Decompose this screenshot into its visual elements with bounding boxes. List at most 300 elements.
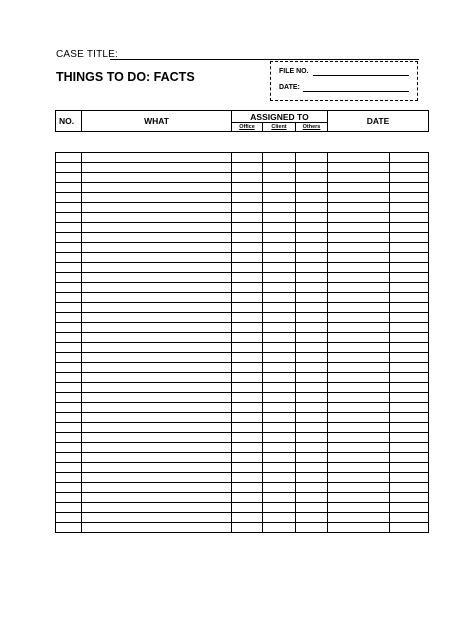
cell-no[interactable] — [56, 463, 82, 473]
cell-client[interactable] — [263, 193, 296, 203]
cell-no[interactable] — [56, 213, 82, 223]
cell-no[interactable] — [56, 283, 82, 293]
cell-no[interactable] — [56, 263, 82, 273]
cell-date[interactable] — [328, 213, 390, 223]
sub-header-client: Client — [263, 123, 296, 132]
table-row — [56, 173, 429, 183]
cell-no[interactable] — [56, 523, 82, 533]
cell-extra[interactable] — [390, 343, 429, 353]
cell-office[interactable] — [232, 483, 263, 493]
table-row — [56, 203, 429, 213]
cell-client[interactable] — [263, 213, 296, 223]
cell-what[interactable] — [82, 393, 232, 403]
cell-no[interactable] — [56, 413, 82, 423]
cell-others[interactable] — [296, 203, 328, 213]
cell-what[interactable] — [82, 473, 232, 483]
table-row — [56, 493, 429, 503]
cell-others[interactable] — [296, 333, 328, 343]
cell-no[interactable] — [56, 303, 82, 313]
cell-extra[interactable] — [390, 243, 429, 253]
cell-date[interactable] — [328, 193, 390, 203]
cell-extra[interactable] — [390, 333, 429, 343]
cell-office[interactable] — [232, 493, 263, 503]
cell-extra[interactable] — [390, 183, 429, 193]
cell-no[interactable] — [56, 173, 82, 183]
cell-client[interactable] — [263, 433, 296, 443]
cell-client[interactable] — [263, 403, 296, 413]
cell-others[interactable] — [296, 273, 328, 283]
cell-client[interactable] — [263, 233, 296, 243]
cell-extra[interactable] — [390, 323, 429, 333]
cell-office[interactable] — [232, 333, 263, 343]
cell-others[interactable] — [296, 173, 328, 183]
cell-office[interactable] — [232, 203, 263, 213]
cell-client[interactable] — [263, 473, 296, 483]
cell-extra[interactable] — [390, 293, 429, 303]
cell-others[interactable] — [296, 433, 328, 443]
cell-others[interactable] — [296, 233, 328, 243]
cell-no[interactable] — [56, 513, 82, 523]
cell-office[interactable] — [232, 463, 263, 473]
cell-client[interactable] — [263, 313, 296, 323]
cell-date[interactable] — [328, 263, 390, 273]
cell-office[interactable] — [232, 213, 263, 223]
cell-what[interactable] — [82, 523, 232, 533]
cell-client[interactable] — [263, 443, 296, 453]
cell-office[interactable] — [232, 453, 263, 463]
cell-office[interactable] — [232, 423, 263, 433]
cell-client[interactable] — [263, 283, 296, 293]
cell-date[interactable] — [328, 393, 390, 403]
cell-client[interactable] — [263, 173, 296, 183]
cell-no[interactable] — [56, 493, 82, 503]
cell-what[interactable] — [82, 303, 232, 313]
cell-no[interactable] — [56, 323, 82, 333]
cell-extra[interactable] — [390, 263, 429, 273]
cell-no[interactable] — [56, 343, 82, 353]
cell-date[interactable] — [328, 203, 390, 213]
cell-no[interactable] — [56, 153, 82, 163]
cell-extra[interactable] — [390, 423, 429, 433]
cell-what[interactable] — [82, 343, 232, 353]
cell-what[interactable] — [82, 253, 232, 263]
cell-date[interactable] — [328, 233, 390, 243]
cell-what[interactable] — [82, 413, 232, 423]
cell-date[interactable] — [328, 313, 390, 323]
cell-extra[interactable] — [390, 163, 429, 173]
cell-what[interactable] — [82, 193, 232, 203]
cell-office[interactable] — [232, 373, 263, 383]
cell-what[interactable] — [82, 403, 232, 413]
cell-others[interactable] — [296, 443, 328, 453]
cell-what[interactable] — [82, 243, 232, 253]
cell-others[interactable] — [296, 383, 328, 393]
column-header-assigned-to: ASSIGNED TO — [232, 111, 328, 123]
cell-date[interactable] — [328, 283, 390, 293]
cell-office[interactable] — [232, 313, 263, 323]
file-no-label: FILE NO. — [279, 68, 309, 75]
cell-extra[interactable] — [390, 483, 429, 493]
cell-extra[interactable] — [390, 523, 429, 533]
cell-no[interactable] — [56, 163, 82, 173]
cell-others[interactable] — [296, 223, 328, 233]
table-row — [56, 353, 429, 363]
table-row — [56, 503, 429, 513]
cell-client[interactable] — [263, 163, 296, 173]
cell-client[interactable] — [263, 263, 296, 273]
table-row — [56, 153, 429, 163]
cell-extra[interactable] — [390, 363, 429, 373]
cell-what[interactable] — [82, 213, 232, 223]
cell-office[interactable] — [232, 343, 263, 353]
cell-date[interactable] — [328, 363, 390, 373]
cell-no[interactable] — [56, 473, 82, 483]
sub-header-others: Others — [296, 123, 328, 132]
cell-what[interactable] — [82, 273, 232, 283]
cell-no[interactable] — [56, 373, 82, 383]
cell-client[interactable] — [263, 463, 296, 473]
cell-extra[interactable] — [390, 223, 429, 233]
cell-date[interactable] — [328, 183, 390, 193]
cell-office[interactable] — [232, 443, 263, 453]
sub-header-office: Office — [232, 123, 263, 132]
cell-client[interactable] — [263, 363, 296, 373]
cell-office[interactable] — [232, 413, 263, 423]
cell-date[interactable] — [328, 443, 390, 453]
cell-what[interactable] — [82, 293, 232, 303]
cell-what[interactable] — [82, 283, 232, 293]
cell-office[interactable] — [232, 503, 263, 513]
cell-others[interactable] — [296, 393, 328, 403]
cell-client[interactable] — [263, 483, 296, 493]
cell-no[interactable] — [56, 423, 82, 433]
cell-others[interactable] — [296, 253, 328, 263]
cell-office[interactable] — [232, 283, 263, 293]
cell-no[interactable] — [56, 293, 82, 303]
cell-extra[interactable] — [390, 503, 429, 513]
cell-client[interactable] — [263, 413, 296, 423]
cell-date[interactable] — [328, 293, 390, 303]
cell-no[interactable] — [56, 203, 82, 213]
cell-others[interactable] — [296, 293, 328, 303]
cell-client[interactable] — [263, 253, 296, 263]
cell-extra[interactable] — [390, 493, 429, 503]
cell-no[interactable] — [56, 253, 82, 263]
date-line — [303, 91, 409, 92]
cell-date[interactable] — [328, 333, 390, 343]
cell-client[interactable] — [263, 323, 296, 333]
cell-others[interactable] — [296, 323, 328, 333]
cell-date[interactable] — [328, 303, 390, 313]
cell-extra[interactable] — [390, 433, 429, 443]
cell-extra[interactable] — [390, 283, 429, 293]
cell-office[interactable] — [232, 223, 263, 233]
cell-what[interactable] — [82, 423, 232, 433]
cell-client[interactable] — [263, 393, 296, 403]
cell-extra[interactable] — [390, 453, 429, 463]
cell-extra[interactable] — [390, 233, 429, 243]
cell-office[interactable] — [232, 183, 263, 193]
cell-others[interactable] — [296, 213, 328, 223]
table-row — [56, 193, 429, 203]
cell-date[interactable] — [328, 163, 390, 173]
cell-date[interactable] — [328, 253, 390, 263]
cell-others[interactable] — [296, 183, 328, 193]
cell-others[interactable] — [296, 243, 328, 253]
file-no-line — [313, 75, 409, 76]
cell-date[interactable] — [328, 523, 390, 533]
cell-date[interactable] — [328, 503, 390, 513]
cell-others[interactable] — [296, 193, 328, 203]
cell-no[interactable] — [56, 393, 82, 403]
cell-others[interactable] — [296, 463, 328, 473]
cell-what[interactable] — [82, 183, 232, 193]
cell-others[interactable] — [296, 303, 328, 313]
cell-no[interactable] — [56, 503, 82, 513]
cell-client[interactable] — [263, 383, 296, 393]
cell-what[interactable] — [82, 263, 232, 273]
cell-client[interactable] — [263, 453, 296, 463]
cell-date[interactable] — [328, 243, 390, 253]
cell-client[interactable] — [263, 293, 296, 303]
cell-office[interactable] — [232, 263, 263, 273]
cell-client[interactable] — [263, 513, 296, 523]
cell-office[interactable] — [232, 513, 263, 523]
cell-date[interactable] — [328, 153, 390, 163]
cell-extra[interactable] — [390, 403, 429, 413]
cell-no[interactable] — [56, 223, 82, 233]
cell-what[interactable] — [82, 233, 232, 243]
cell-office[interactable] — [232, 293, 263, 303]
cell-others[interactable] — [296, 163, 328, 173]
table-row — [56, 483, 429, 493]
cell-no[interactable] — [56, 483, 82, 493]
cell-extra[interactable] — [390, 473, 429, 483]
cell-what[interactable] — [82, 153, 232, 163]
cell-date[interactable] — [328, 223, 390, 233]
cell-what[interactable] — [82, 323, 232, 333]
cell-no[interactable] — [56, 443, 82, 453]
table-row — [56, 223, 429, 233]
cell-office[interactable] — [232, 253, 263, 263]
cell-extra[interactable] — [390, 213, 429, 223]
table-row — [56, 183, 429, 193]
cell-extra[interactable] — [390, 303, 429, 313]
table-row — [56, 463, 429, 473]
table-row — [56, 263, 429, 273]
task-grid — [55, 152, 429, 533]
table-row — [56, 283, 429, 293]
cell-what[interactable] — [82, 433, 232, 443]
cell-no[interactable] — [56, 353, 82, 363]
cell-date[interactable] — [328, 463, 390, 473]
cell-client[interactable] — [263, 503, 296, 513]
cell-client[interactable] — [263, 303, 296, 313]
cell-extra[interactable] — [390, 443, 429, 453]
cell-date[interactable] — [328, 273, 390, 283]
cell-office[interactable] — [232, 473, 263, 483]
cell-client[interactable] — [263, 243, 296, 253]
cell-no[interactable] — [56, 273, 82, 283]
cell-what[interactable] — [82, 333, 232, 343]
cell-others[interactable] — [296, 483, 328, 493]
cell-others[interactable] — [296, 473, 328, 483]
cell-office[interactable] — [232, 393, 263, 403]
cell-client[interactable] — [263, 203, 296, 213]
page-title: THINGS TO DO: FACTS — [56, 70, 195, 84]
cell-date[interactable] — [328, 473, 390, 483]
cell-what[interactable] — [82, 373, 232, 383]
cell-others[interactable] — [296, 343, 328, 353]
table-row — [56, 293, 429, 303]
cell-extra[interactable] — [390, 393, 429, 403]
cell-what[interactable] — [82, 503, 232, 513]
cell-office[interactable] — [232, 243, 263, 253]
cell-what[interactable] — [82, 513, 232, 523]
table-row — [56, 403, 429, 413]
cell-what[interactable] — [82, 163, 232, 173]
cell-date[interactable] — [328, 323, 390, 333]
cell-no[interactable] — [56, 233, 82, 243]
cell-what[interactable] — [82, 383, 232, 393]
table-row — [56, 373, 429, 383]
cell-others[interactable] — [296, 353, 328, 363]
cell-client[interactable] — [263, 183, 296, 193]
cell-what[interactable] — [82, 203, 232, 213]
column-header-date: DATE — [328, 111, 429, 132]
cell-date[interactable] — [328, 423, 390, 433]
cell-no[interactable] — [56, 363, 82, 373]
cell-what[interactable] — [82, 353, 232, 363]
cell-date[interactable] — [328, 483, 390, 493]
cell-others[interactable] — [296, 413, 328, 423]
cell-office[interactable] — [232, 353, 263, 363]
cell-date[interactable] — [328, 353, 390, 363]
cell-what[interactable] — [82, 453, 232, 463]
date-label: DATE: — [279, 84, 300, 91]
cell-what[interactable] — [82, 313, 232, 323]
cell-date[interactable] — [328, 453, 390, 463]
cell-date[interactable] — [328, 433, 390, 443]
cell-what[interactable] — [82, 463, 232, 473]
cell-office[interactable] — [232, 233, 263, 243]
cell-office[interactable] — [232, 273, 263, 283]
cell-office[interactable] — [232, 363, 263, 373]
cell-no[interactable] — [56, 383, 82, 393]
cell-date[interactable] — [328, 173, 390, 183]
cell-what[interactable] — [82, 223, 232, 233]
cell-extra[interactable] — [390, 383, 429, 393]
cell-client[interactable] — [263, 353, 296, 363]
cell-no[interactable] — [56, 433, 82, 443]
cell-what[interactable] — [82, 483, 232, 493]
cell-others[interactable] — [296, 403, 328, 413]
cell-extra[interactable] — [390, 173, 429, 183]
cell-others[interactable] — [296, 373, 328, 383]
cell-extra[interactable] — [390, 313, 429, 323]
cell-client[interactable] — [263, 273, 296, 283]
cell-office[interactable] — [232, 403, 263, 413]
cell-others[interactable] — [296, 153, 328, 163]
cell-client[interactable] — [263, 493, 296, 503]
cell-what[interactable] — [82, 363, 232, 373]
table-row — [56, 423, 429, 433]
cell-date[interactable] — [328, 413, 390, 423]
cell-others[interactable] — [296, 263, 328, 273]
cell-others[interactable] — [296, 423, 328, 433]
cell-no[interactable] — [56, 333, 82, 343]
table-row — [56, 253, 429, 263]
table-header — [55, 110, 429, 132]
cell-client[interactable] — [263, 423, 296, 433]
cell-client[interactable] — [263, 343, 296, 353]
cell-others[interactable] — [296, 453, 328, 463]
cell-office[interactable] — [232, 153, 263, 163]
cell-date[interactable] — [328, 403, 390, 413]
cell-no[interactable] — [56, 453, 82, 463]
cell-client[interactable] — [263, 333, 296, 343]
cell-office[interactable] — [232, 433, 263, 443]
cell-others[interactable] — [296, 493, 328, 503]
cell-others[interactable] — [296, 283, 328, 293]
cell-extra[interactable] — [390, 353, 429, 363]
cell-client[interactable] — [263, 223, 296, 233]
cell-others[interactable] — [296, 523, 328, 533]
file-info-box — [270, 61, 418, 101]
cell-office[interactable] — [232, 523, 263, 533]
cell-extra[interactable] — [390, 413, 429, 423]
cell-client[interactable] — [263, 523, 296, 533]
cell-no[interactable] — [56, 403, 82, 413]
cell-date[interactable] — [328, 383, 390, 393]
cell-no[interactable] — [56, 183, 82, 193]
cell-date[interactable] — [328, 493, 390, 503]
cell-extra[interactable] — [390, 193, 429, 203]
cell-extra[interactable] — [390, 463, 429, 473]
cell-others[interactable] — [296, 503, 328, 513]
cell-extra[interactable] — [390, 253, 429, 263]
cell-client[interactable] — [263, 373, 296, 383]
cell-no[interactable] — [56, 193, 82, 203]
cell-others[interactable] — [296, 363, 328, 373]
cell-office[interactable] — [232, 173, 263, 183]
cell-office[interactable] — [232, 303, 263, 313]
table-row — [56, 333, 429, 343]
cell-extra[interactable] — [390, 203, 429, 213]
cell-office[interactable] — [232, 383, 263, 393]
cell-no[interactable] — [56, 313, 82, 323]
cell-office[interactable] — [232, 323, 263, 333]
cell-extra[interactable] — [390, 153, 429, 163]
cell-date[interactable] — [328, 343, 390, 353]
cell-client[interactable] — [263, 153, 296, 163]
cell-what[interactable] — [82, 493, 232, 503]
cell-what[interactable] — [82, 443, 232, 453]
cell-office[interactable] — [232, 193, 263, 203]
cell-date[interactable] — [328, 373, 390, 383]
cell-extra[interactable] — [390, 373, 429, 383]
cell-no[interactable] — [56, 243, 82, 253]
cell-others[interactable] — [296, 513, 328, 523]
cell-extra[interactable] — [390, 513, 429, 523]
cell-office[interactable] — [232, 163, 263, 173]
cell-what[interactable] — [82, 173, 232, 183]
table-row — [56, 343, 429, 353]
cell-others[interactable] — [296, 313, 328, 323]
cell-date[interactable] — [328, 513, 390, 523]
table-row — [56, 243, 429, 253]
cell-extra[interactable] — [390, 273, 429, 283]
